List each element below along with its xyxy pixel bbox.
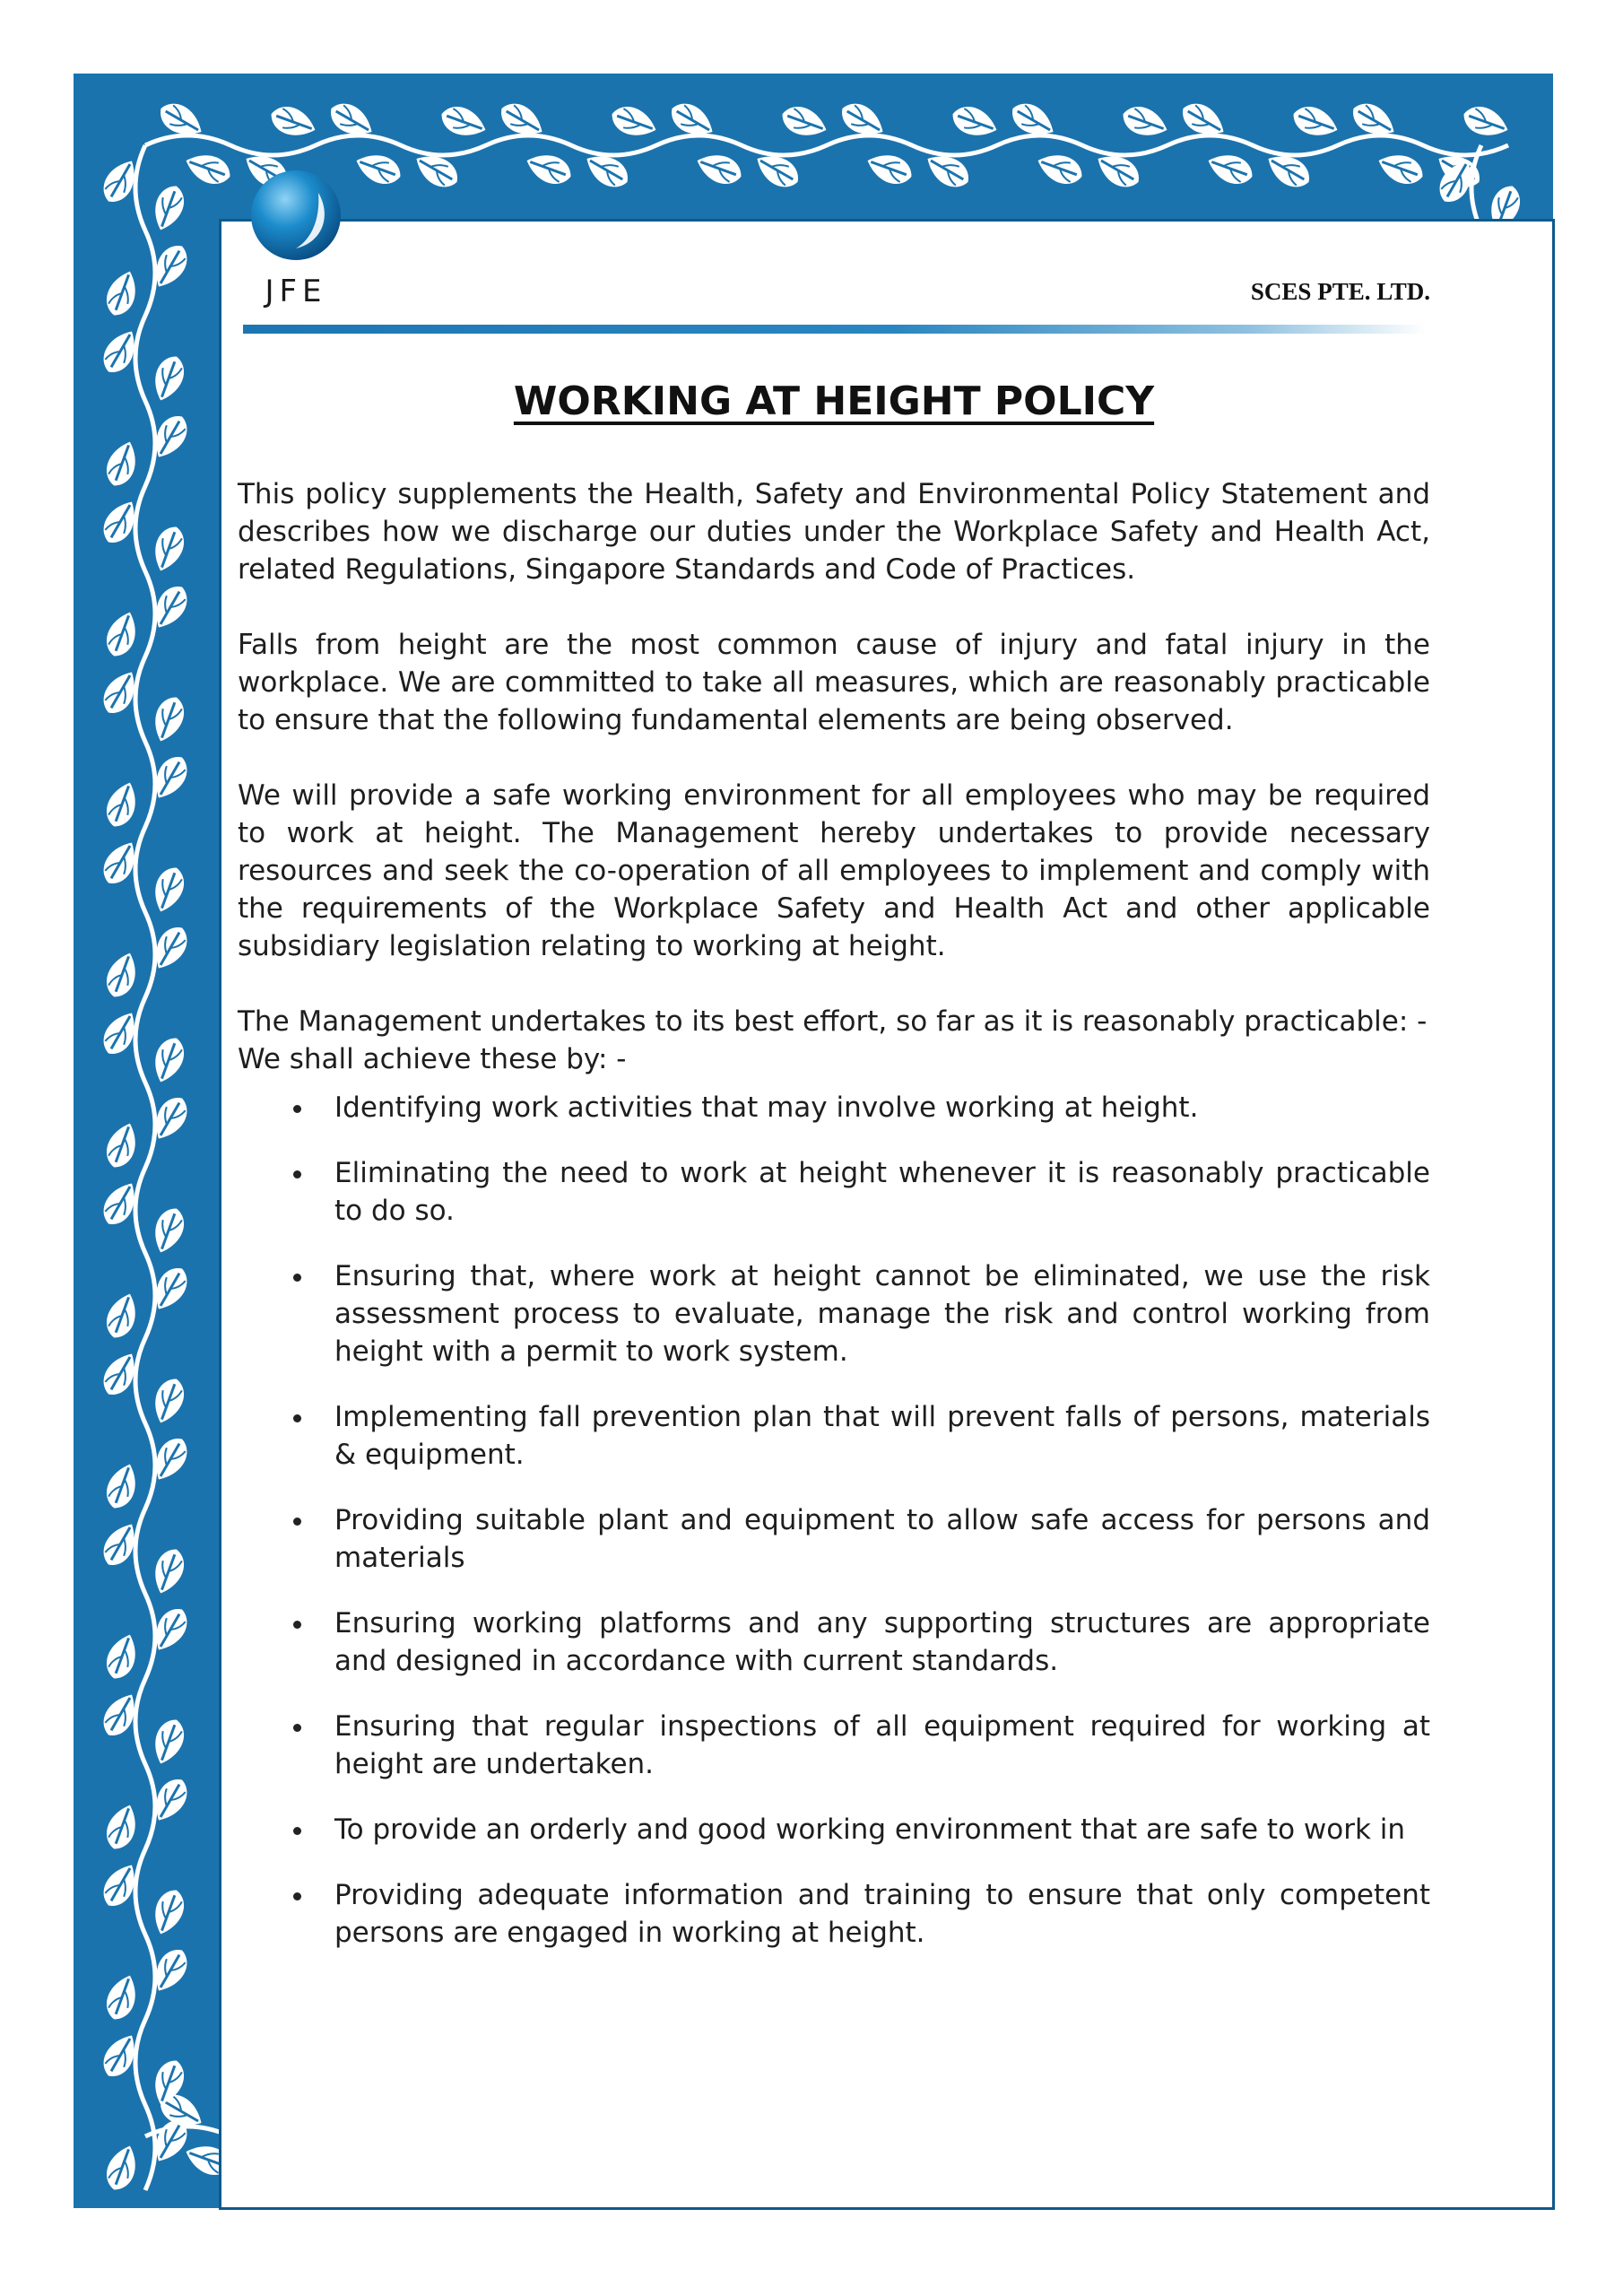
list-item-text: Eliminating the need to work at height whenever it is reasonably practicable to do so.: [334, 1157, 1430, 1227]
leaf-icon: [148, 1715, 189, 1768]
leaf-icon: [148, 1033, 189, 1086]
logo-text: JFE: [265, 274, 327, 309]
leaf-icon: [101, 948, 143, 1001]
globe-logo-icon: [247, 166, 345, 265]
leaf-icon: [1203, 148, 1256, 189]
leaf-icon: [148, 863, 189, 916]
page-title-text: WORKING AT HEIGHT POLICY: [513, 378, 1155, 424]
leaf-icon: [101, 607, 143, 660]
vine-stem: [135, 145, 155, 2190]
list-item: [238, 1876, 1430, 1952]
leaf-icon: [101, 1970, 143, 2023]
list-item: [238, 1089, 1430, 1126]
bullet-icon: [293, 1274, 301, 1282]
leaf-icon: [1374, 148, 1427, 189]
leaf-icon: [101, 266, 143, 319]
list-item: [238, 1154, 1430, 1230]
leaf-icon: [148, 1544, 189, 1597]
leaf-icon: [148, 692, 189, 745]
list-item-text: Ensuring working platforms and any supporting structures are appropriate and designed in accordance with current standards.: [334, 1607, 1430, 1677]
list-item-text: Identifying work activities that may involve working at height.: [334, 1091, 1199, 1124]
paragraph: We will provide a safe working environment for all employees who may be required to work at height. The Management hereby undertakes to provide necessary resources and seek the co-operation of all employees to implement and comply with the requirements of the Workplace Safety and Health Act and other applicable subsidiary legislation relating to working at height.: [238, 779, 1430, 962]
list-item-text: To provide an orderly and good working environment that are safe to work in: [334, 1813, 1406, 1846]
leaf-icon: [101, 1630, 143, 1683]
list-item: [238, 1257, 1430, 1370]
leaf-icon: [148, 181, 189, 234]
list-item: [238, 1708, 1430, 1783]
list-item: [238, 1605, 1430, 1680]
leaf-icon: [101, 1459, 143, 1512]
header-rule: [243, 325, 1427, 334]
company-logo: [238, 166, 354, 309]
leaf-icon: [148, 1374, 189, 1427]
leaf-icon: [352, 148, 404, 189]
leaf-icon: [148, 1204, 189, 1257]
bullet-icon: [293, 1518, 301, 1526]
bullet-icon: [293, 1827, 301, 1835]
leaf-icon: [148, 522, 189, 575]
leaf-icon: [101, 2141, 143, 2194]
paragraph: Falls from height are the most common cause of injury and fatal injury in the workplace. We are committed to take all measures, which are reasonably practicable to ensure that the following fundamental elements are being observed.: [238, 629, 1430, 736]
leaf-icon: [101, 778, 143, 831]
bullet-list: [238, 1089, 1430, 1952]
leaf-icon: [1033, 148, 1086, 189]
leaf-icon: [1289, 101, 1341, 143]
list-item-text: Implementing fall prevention plan that will prevent falls of persons, materials & equipment.: [334, 1401, 1430, 1471]
leaf-icon: [148, 1885, 189, 1938]
bullet-icon: [293, 1724, 301, 1732]
vine-stem: [145, 135, 1508, 155]
list-item: [238, 1398, 1430, 1474]
bullet-icon: [293, 1414, 301, 1422]
policy-body: [238, 475, 1430, 1979]
leaf-icon: [948, 101, 1001, 143]
paragraph: The Management undertakes to its best effort, so far as it is reasonably practicable: -: [238, 1005, 1428, 1038]
paragraph: We shall achieve these by: -: [238, 1043, 627, 1075]
page-title: [238, 378, 1430, 424]
paragraph: This policy supplements the Health, Safety and Environmental Policy Statement and describes how we discharge our duties under the Workplace Safety and Health Act, related Regulations, Singapore Standards and Code of Practices.: [238, 478, 1430, 586]
leaf-icon: [101, 1289, 143, 1342]
bullet-icon: [293, 1105, 301, 1113]
bullet-icon: [293, 1892, 301, 1900]
leaf-icon: [101, 1118, 143, 1171]
leaf-icon: [692, 148, 745, 189]
leaf-icon: [101, 1800, 143, 1853]
leaf-icon: [863, 148, 916, 189]
list-item-text: Ensuring that regular inspections of all equipment required for working at height are undertaken.: [334, 1710, 1430, 1780]
list-item-text: Providing adequate information and training to ensure that only competent persons are engaged in working at height.: [334, 1879, 1430, 1949]
bullet-icon: [293, 1170, 301, 1178]
list-item-text: Providing suitable plant and equipment to allow safe access for persons and materials: [334, 1504, 1430, 1574]
list-item-text: Ensuring that, where work at height cannot be eliminated, we use the risk assessment process to evaluate, manage the risk and control working from height with a permit to work system.: [334, 1260, 1430, 1368]
leaf-icon: [101, 437, 143, 490]
leaf-icon: [437, 101, 490, 143]
leaf-icon: [777, 101, 830, 143]
leaf-icon: [1459, 101, 1512, 143]
bullet-icon: [293, 1621, 301, 1629]
leaf-icon: [181, 148, 234, 189]
leaf-icon: [1118, 101, 1171, 143]
leaf-icon: [266, 101, 319, 143]
company-name: SCES PTE. LTD.: [1250, 278, 1430, 305]
leaf-icon: [522, 148, 575, 189]
leaf-icon: [607, 101, 660, 143]
leaf-icon: [148, 352, 189, 404]
list-item: [238, 1811, 1430, 1848]
list-item: [238, 1501, 1430, 1577]
